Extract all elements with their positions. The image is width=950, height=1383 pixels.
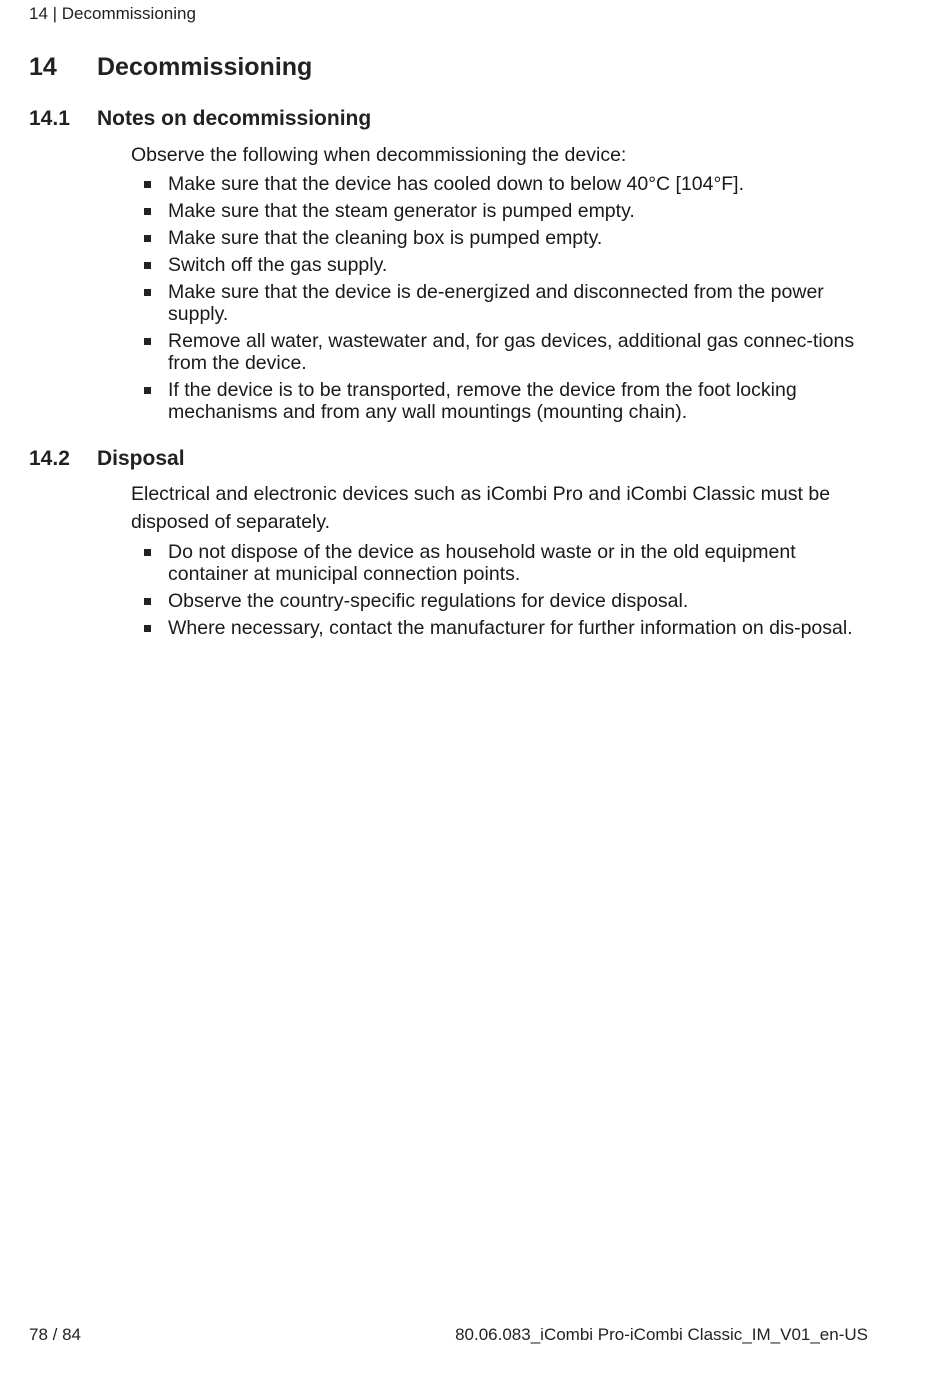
list-item xyxy=(131,254,866,276)
bullet-square-icon xyxy=(144,208,151,215)
list-item xyxy=(131,330,866,374)
list-item-text: Make sure that the device is de-energized and disconnected from the power supply. xyxy=(168,281,824,325)
section-title: Disposal xyxy=(97,447,185,470)
list-item xyxy=(131,173,866,195)
list-item-text: Where necessary, contact the manufacturer for further information on dis-posal. xyxy=(168,617,853,639)
list-item-text: If the device is to be transported, remove the device from the foot locking mechanisms and from any wall mountings (mounting chain). xyxy=(168,379,797,423)
document-id: 80.06.083_iCombi Pro-iCombi Classic_IM_V01_en-US xyxy=(455,1325,868,1344)
bullet-square-icon xyxy=(144,549,151,556)
list-item-text: Do not dispose of the device as household waste or in the old equipment container at municipal connection points. xyxy=(168,541,796,585)
list-item xyxy=(131,200,866,222)
section-heading-notes xyxy=(29,107,371,131)
list-item-text: Observe the country-specific regulations for device disposal. xyxy=(168,590,689,612)
section-intro: Electrical and electronic devices such as iCombi Pro and iCombi Classic must be disposed of separately. xyxy=(131,483,831,533)
list-item xyxy=(131,617,866,639)
list-item-text: Make sure that the steam generator is pumped empty. xyxy=(168,200,635,222)
bullet-square-icon xyxy=(144,338,151,345)
list-item-text: Switch off the gas supply. xyxy=(168,254,388,276)
page-number: 78 / 84 xyxy=(29,1325,81,1344)
list-item xyxy=(131,281,866,325)
chapter-heading xyxy=(29,53,312,82)
bullet-square-icon xyxy=(144,625,151,632)
list-item-text: Make sure that the device has cooled down to below 40°C [104°F]. xyxy=(168,173,745,195)
decommissioning-list xyxy=(131,173,866,428)
chapter-number: 14 xyxy=(29,53,57,81)
list-item xyxy=(131,227,866,249)
running-header: 14 | Decommissioning xyxy=(29,4,196,23)
list-item-text: Remove all water, wastewater and, for gas devices, additional gas connec-tions from the device. xyxy=(168,330,855,374)
chapter-title: Decommissioning xyxy=(97,53,313,81)
list-item-text: Make sure that the cleaning box is pumped empty. xyxy=(168,227,603,249)
section-heading-disposal xyxy=(29,447,185,471)
section-number: 14.2 xyxy=(29,447,70,470)
bullet-square-icon xyxy=(144,235,151,242)
section-number: 14.1 xyxy=(29,107,70,130)
section-intro: Observe the following when decommissioning the device: xyxy=(131,144,627,166)
bullet-square-icon xyxy=(144,289,151,296)
list-item xyxy=(131,541,866,585)
bullet-square-icon xyxy=(144,598,151,605)
bullet-square-icon xyxy=(144,181,151,188)
list-item xyxy=(131,379,866,423)
bullet-square-icon xyxy=(144,262,151,269)
section-title: Notes on decommissioning xyxy=(97,107,372,130)
list-item xyxy=(131,590,866,612)
disposal-list xyxy=(131,541,866,644)
bullet-square-icon xyxy=(144,387,151,394)
